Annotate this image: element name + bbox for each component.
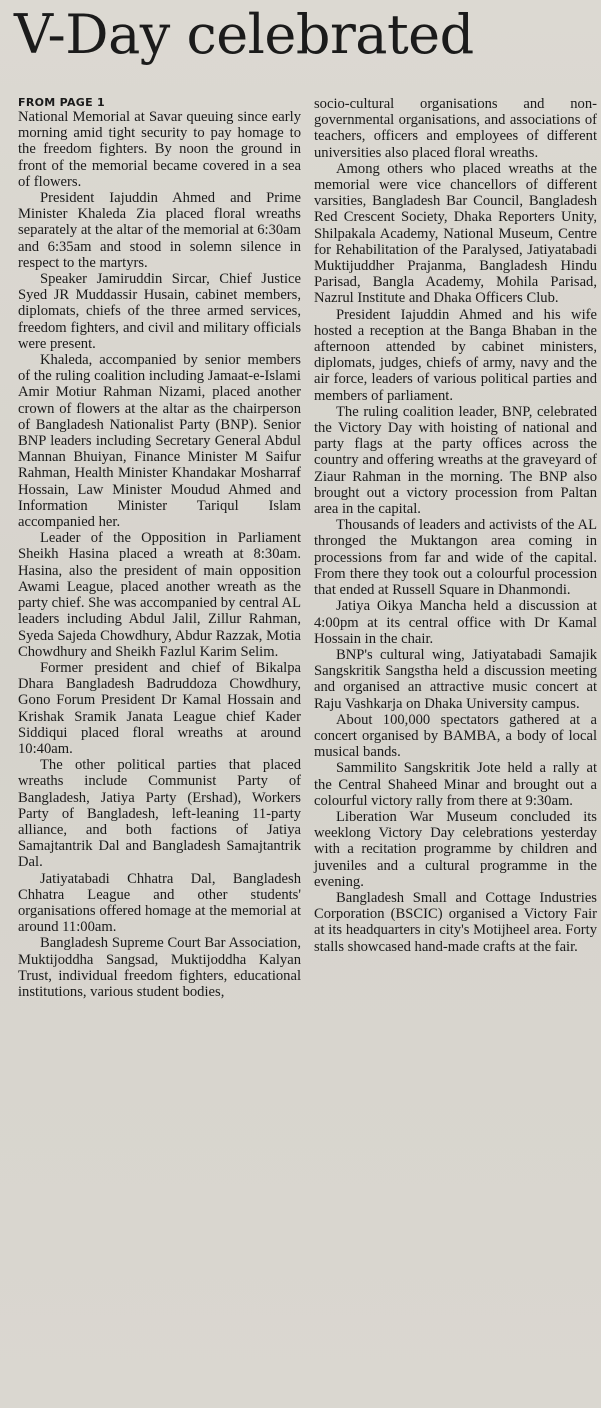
article-column-right <box>314 96 597 955</box>
paragraph: Among others who placed wreaths at the memorial were vice chancellors of different varsities, Bangladesh Bar Council, Bangladesh Red Crescent Society, Dhaka Reporters Unity, Shilpakala Academy, National Museum, Centre for Rehabilitation of the Paralysed, Jatiyatabadi Muktijuddher Prajanma, Bangladesh Hindu Parisad, Bangla Academy, Mohila Parisad, Nazrul Institute and Dhaka Officers Club. <box>314 160 597 307</box>
paragraph: Bangladesh Supreme Court Bar Association, Muktijoddha Sangsad, Muktijoddha Kalyan Trust, individual freedom fighters, educational institutions, various student bodies, <box>18 935 301 1000</box>
paragraph: Khaleda, accompanied by senior members of the ruling coalition including Jamaat-e-Islami Amir Motiur Rahman Nizami, placed another crown of flowers at the altar as the chairperson of Bangladesh Nationalist Party (BNP). Senior BNP leaders including Secretary General Abdul Mannan Bhuiyan, Finance Minister M Saifur Rahman, Health Minister Khandakar Mosharraf Hossain, Law Minister Moudud Ahmed and Information Minister Tariqul Islam accompanied her. <box>18 352 301 531</box>
paragraph: President Iajuddin Ahmed and Prime Minister Khaleda Zia placed floral wreaths separately at the altar of the memorial at 6:30am and 6:35am and stood in solemn silence in respect to the martyrs. <box>18 190 301 271</box>
paragraph: Leader of the Opposition in Parliament Sheikh Hasina placed a wreath at 8:30am. Hasina, also the president of main opposition Awami League, placed another wreath as the party chief. She was accompanied by central AL leaders including Abdul Jalil, Zillur Rahman, Syeda Sajeda Chowdhury, Abdur Razzak, Motia Chowdhury and Sheikh Fazlul Karim Selim. <box>18 530 301 660</box>
paragraph: President Iajuddin Ahmed and his wife hosted a reception at the Banga Bhaban in the afternoon attended by cabinet ministers, diplomats, judges, chiefs of army, navy and the air force, leaders of various political parties and members of parliament. <box>314 306 597 404</box>
paragraph: Liberation War Museum concluded its weeklong Victory Day celebrations yesterday with a recitation programme by children and juveniles and a cultural programme in the evening. <box>314 808 597 890</box>
paragraph: Thousands of leaders and activists of the AL thronged the Muktangon area coming in processions from far and wide of the capital. From there they took out a colourful procession that ended at Russell Square in Dhanmondi. <box>314 517 597 599</box>
paragraph: The ruling coalition leader, BNP, celebrated the Victory Day with hoisting of national and party flags at the party offices across the country and offering wreaths at the graveyard of Ziaur Rahman in the morning. The BNP also brought out a victory procession from Paltan area in the capital. <box>314 403 597 518</box>
paragraph: About 100,000 spectators gathered at a concert organised by BAMBA, a body of local musical bands. <box>314 711 597 761</box>
paragraph: Speaker Jamiruddin Sircar, Chief Justice Syed JR Muddassir Husain, cabinet members, diplomats, chiefs of the three armed services, freedom fighters, and civil and military officials were present. <box>18 271 301 352</box>
paragraph: Jatiya Oikya Mancha held a discussion at 4:00pm at its central office with Dr Kamal Hossain in the chair. <box>314 598 597 647</box>
paragraph: Sammilito Sangskritik Jote held a rally at the Central Shaheed Minar and brought out a colourful victory rally from there at 9:30am. <box>314 760 597 809</box>
kicker: FROM PAGE 1 <box>18 96 106 109</box>
paragraph: Bangladesh Small and Cottage Industries Corporation (BSCIC) organised a Victory Fair at its headquarters in city's Motijheel area. Forty stalls showcased hand-made crafts at the fair. <box>314 889 597 955</box>
paragraph: The other political parties that placed wreaths include Communist Party of Bangladesh, Jatiya Party (Ershad), Workers Party of Bangladesh, left-leaning 11-party alliance, and both factions of Jatiya Samajtantrik Dal and Bangladesh Samajtantrik Dal. <box>18 757 301 871</box>
paragraph: Former president and chief of Bikalpa Dhara Bangladesh Badruddoza Chowdhury, Gono Forum President Dr Kamal Hossain and Krishak Sramik Janata League chief Kader Siddiqui placed floral wreaths at around 10:40am. <box>18 659 301 757</box>
article-column-left <box>18 96 301 1000</box>
headline: V-Day celebrated <box>14 3 474 66</box>
paragraph: BNP's cultural wing, Jatiyatabadi Samajik Sangskritik Sangstha held a discussion meeting and organised an attractive music concert at Raju Vashkarja on Dhaka University campus. <box>314 646 597 712</box>
paragraph: socio-cultural organisations and non-governmental organisations, and associations of teachers, officers and employees of different universities also placed floral wreaths. <box>314 96 597 161</box>
paragraph: Jatiyatabadi Chhatra Dal, Bangladesh Chhatra League and other students' organisations offered homage at the memorial at around 11:00am. <box>18 870 301 936</box>
paragraph: National Memorial at Savar queuing since early morning amid tight security to pay homage to the freedom fighters. By noon the ground in front of the memorial became covered in a sea of flowers. <box>18 109 301 190</box>
